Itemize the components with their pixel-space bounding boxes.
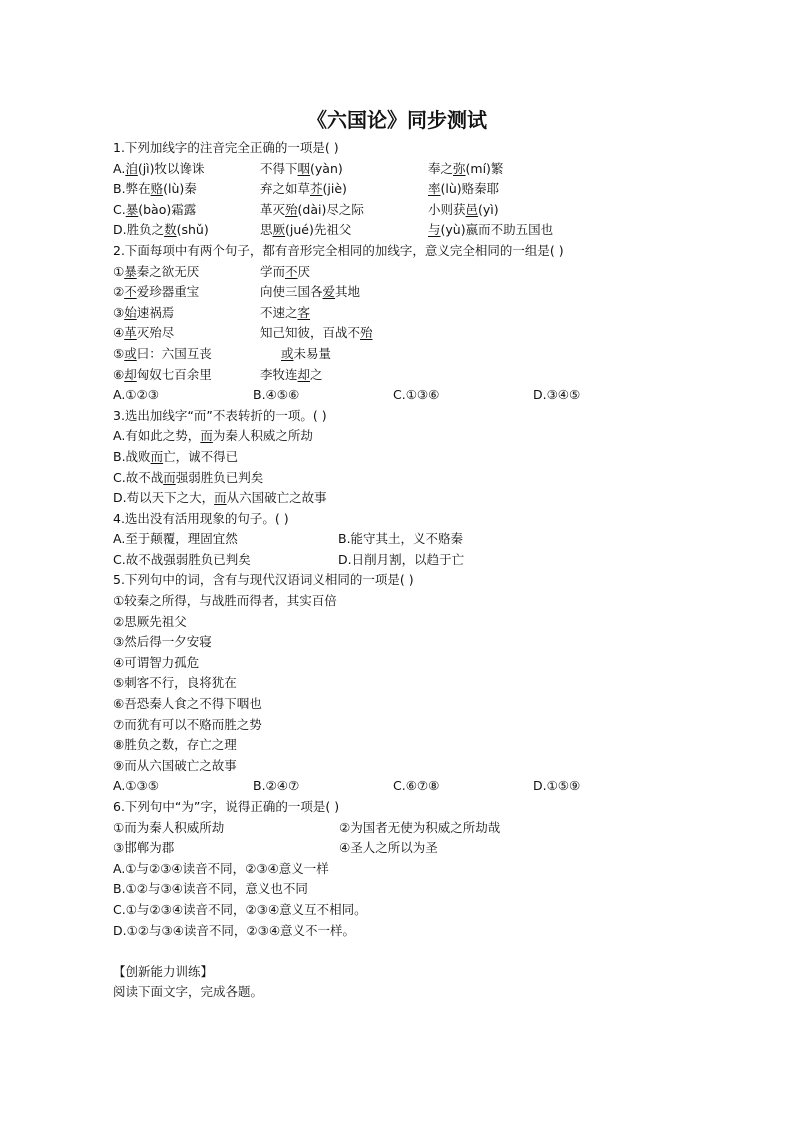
q2-options: A.①②③ B.④⑤⑥ C.①③⑥ D.③④⑤	[113, 387, 581, 403]
question-2-stem: 2.下面每项中有两个句子，都有音形完全相同的加线字，意义完全相同的一组是( )	[113, 242, 564, 258]
q5-item-9: ⑨而从六国破亡之故事	[113, 757, 237, 773]
q1-option-d: D.胜负之数(shǔ) 思厥(jué)先祖父 与(yù)嬴而不助五国也	[113, 222, 554, 238]
q5-options: A.①③⑤ B.②④⑦ C.⑥⑦⑧ D.①⑤⑨	[113, 778, 581, 794]
q2-pair-2: ②不爱珍器重宝 向使三国各爱其地	[113, 284, 361, 300]
q6-option-a: A.①与②③④读音不同，②③④意义一样	[113, 860, 329, 876]
q3-option-c: C.故不战而强弱胜负已判矣	[113, 469, 264, 485]
page-title: 《六国论》同步测试	[307, 108, 487, 132]
q4-options-ab: A.至于颠覆，理固宜然 B.能守其土，义不赂秦	[113, 531, 464, 547]
q2-pair-3: ③始速祸焉 不速之客	[113, 304, 311, 320]
q1-option-b: B.弊在赂(lù)秦 弃之如草芥(jiè) 率(lù)赂秦耶	[113, 181, 500, 197]
section-heading: 【创新能力训练】	[113, 963, 214, 979]
q1-option-c: C.暴(bào)霜露 革灭殆(dài)尽之际 小则获邑(yì)	[113, 201, 499, 217]
q4-options-cd: C.故不战强弱胜负已判矣 D.日削月割，以趋于亡	[113, 551, 465, 567]
q5-item-6: ⑥吾恐秦人食之不得下咽也	[113, 696, 262, 712]
q5-item-1: ①较秦之所得，与战胜而得者，其实百倍	[113, 593, 337, 609]
q5-item-2: ②思厥先祖父	[113, 613, 187, 629]
q6-option-b: B.①②与③④读音不同，意义也不同	[113, 881, 308, 897]
reading-instruction: 阅读下面文字，完成各题。	[113, 984, 264, 1000]
q5-item-3: ③然后得一夕安寝	[113, 634, 212, 650]
q2-pair-6: ⑥却匈奴七百余里 李牧连却之	[113, 366, 323, 382]
q6-option-c: C.①与②③④读音不同，②③④意义互不相同。	[113, 901, 367, 917]
question-5-stem: 5.下列句中的词，含有与现代汉语词义相同的一项是( )	[113, 572, 414, 588]
q6-items-34: ③邯郸为郡 ④圣人之所以为圣	[113, 840, 438, 856]
q5-item-7: ⑦而犹有可以不赂而胜之势	[113, 716, 262, 732]
q2-pair-5: ⑤或曰：六国互丧 或未易量	[113, 345, 332, 361]
q2-pair-4: ④革灭殆尽 知己知彼，百战不殆	[113, 325, 373, 341]
q5-item-8: ⑧胜负之数，存亡之理	[113, 737, 237, 753]
q6-option-d: D.①②与③④读音不同，②③④意义不一样。	[113, 922, 356, 938]
q6-items-12: ①而为秦人积威所劫 ②为国者无使为积威之所劫哉	[113, 819, 501, 835]
question-6-stem: 6.下列句中“为”字，说得正确的一项是( )	[113, 799, 340, 814]
q5-item-5: ⑤刺客不行，良将犹在	[113, 675, 237, 691]
q3-option-d: D.苟以天下之大，而从六国破亡之故事	[113, 490, 327, 506]
q5-item-4: ④可谓智力孤危	[113, 654, 200, 670]
question-4-stem: 4.选出没有活用现象的句子。( )	[113, 510, 289, 526]
q2-pair-1: ①暴秦之欲无厌 学而不厌	[113, 263, 311, 279]
question-1-stem: 1.下列加线字的注音完全正确的一项是( )	[113, 140, 339, 155]
q3-option-b: B.战败而亡，诚不得已	[113, 448, 239, 464]
q1-option-a: A.洎(jì)牧以谗诛 不得下咽(yàn) 奉之弥(mí)繁	[113, 160, 504, 176]
q3-option-a: A.有如此之势，而为秦人积威之所劫	[113, 428, 313, 444]
question-3-stem: 3.选出加线字“而”不表转折的一项。( )	[113, 407, 327, 423]
question-list	[113, 138, 693, 1003]
